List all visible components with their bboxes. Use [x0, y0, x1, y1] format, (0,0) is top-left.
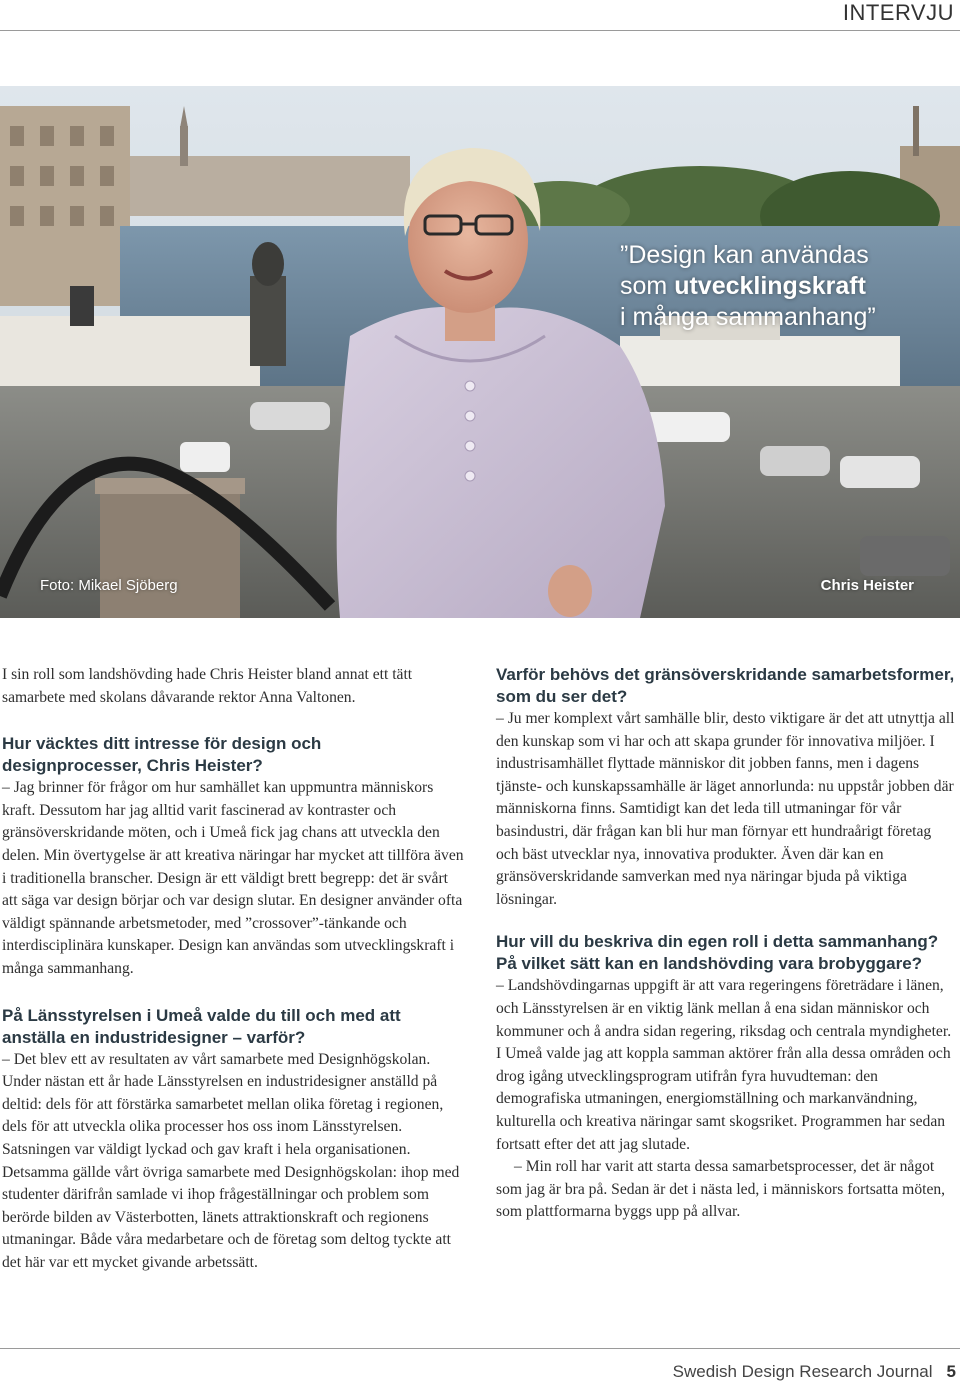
section-label: INTERVJU	[842, 0, 954, 25]
footer	[673, 1362, 956, 1382]
answer-4: – Landshövdingarnas uppgift är att vara regeringens företrädare i länen, och Länsstyrelsen är en viktig länk mellan å ena sidan människor och kommuner och å andra sidan regering, riksdag och centrala myndigheter. I Umeå valde jag att koppla samman aktörer från alla dessa områden och drog igång utvecklingsprogram utifrån fyra huvudteman: den demografiska utmaningen, energiomställning och markanvändning, kulturella och kreativa näringar samt skogsriket. Programmen har sedan fortsatt efter det att jag slutade.	[496, 977, 952, 1153]
photo-credit: Foto: Mikael Sjöberg	[40, 577, 178, 594]
pull-quote-line-1: ”Design kan användas	[620, 241, 869, 269]
portrait-photo	[0, 86, 960, 618]
answer-3: – Ju mer komplext vårt samhälle blir, desto viktigare är det att utnyttja all den kunskap som vi har och att skapa grunder för innovativa miljöer. I industrisamhället flyttade människor dit jobben fanns, men i dagens tjänste- och kunskapssamhälle är läget annorlunda: nu uppstår jobben där människorna finns. Samtidigt kan det leda till utmaningar för vår basindustri, där frågan kan bli hur man förnyar ett hundraårigt företag och bäst utvecklar nya, innovativa produkter. Även där kan en gränsöverskridande samverkan med nya näringar bjuda på viktiga lösningar.	[496, 710, 955, 908]
right-column	[496, 664, 956, 1224]
answer-1: – Jag brinner för frågor om hur samhället kan uppmuntra människors kraft. Dessutom har jag alltid varit fascinerad av kontraster och gränsöverskridande möten, och i Umeå fick jag chans att utveckla den delen. Min övertygelse är att kreativa näringar har mycket att tillföra även i traditionella branscher. Design är ett väldigt brett begrepp: det är svårt att säga var design börjar och var design slutar. En designer använder ofta väldigt spännande arbetsmetoder, med ”crossover”-tänkande och interdisciplinära kunskaper. Design kan användas som utvecklingskraft i många sammanhang.	[2, 779, 464, 977]
left-column	[2, 664, 464, 1274]
answer-5: – Min roll har varit att starta dessa samarbetsprocesser, det är något som jag är bra på. Sedan är det i nästa led, i människors fortsatta möten, som plattformarna byggs upp på allvar.	[496, 1158, 946, 1221]
question-4: Hur vill du beskriva din egen roll i detta sammanhang? På vilket sätt kan en landshövding vara brobyggare?	[496, 932, 939, 974]
answer-2: – Det blev ett av resultaten av vårt samarbete med Designhögskolan. Under nästan ett år hade Länsstyrelsen en industridesigner anställd på deltid: dels för att förstärka samarbetet mellan olika företag i regionen, dels för att utveckla olika processer hos oss inom Länsstyrelsen. Satsningen var väldigt lyckad och gav kraft i hela organisationen. Detsamma gällde vårt övriga samarbete med Designhögskolan: ihop med studenter därifrån samlade vi ihop frågeställningar och problem som berörde bilden av Västerbotten, länets attraktionskraft och regionens utmaningar. Både våra medarbetare och de företag som deltog tyckte att det här var ett mycket givande arbetssätt.	[2, 1050, 460, 1271]
question-1: Hur väcktes ditt intresse för design och designprocesser, Chris Heister?	[2, 734, 322, 776]
pull-quote-line-2-start: som	[620, 272, 675, 300]
journal-name: Swedish Design Research Journal	[672, 1362, 933, 1381]
pull-quote-line-2	[620, 271, 950, 302]
question-3: Varför behövs det gränsöverskridande samarbetsformer, som du ser det?	[496, 665, 955, 706]
page-number: 5	[946, 1362, 956, 1381]
photo-subject-name: Chris Heister	[820, 577, 914, 594]
intro-paragraph: I sin roll som landshövding hade Chris Heister bland annat ett tätt samarbete med skolans dåvarande rektor Anna Valtonen.	[2, 666, 413, 706]
bottom-rule	[0, 1348, 960, 1349]
top-rule	[0, 30, 960, 31]
pull-quote-line-3: i många sammanhang”	[620, 303, 876, 331]
pull-quote-emphasis: utvecklingskraft	[674, 272, 866, 300]
pull-quote	[620, 240, 950, 333]
question-2: På Länsstyrelsen i Umeå valde du till och med att anställa en industridesigner – varför?	[2, 1005, 401, 1047]
